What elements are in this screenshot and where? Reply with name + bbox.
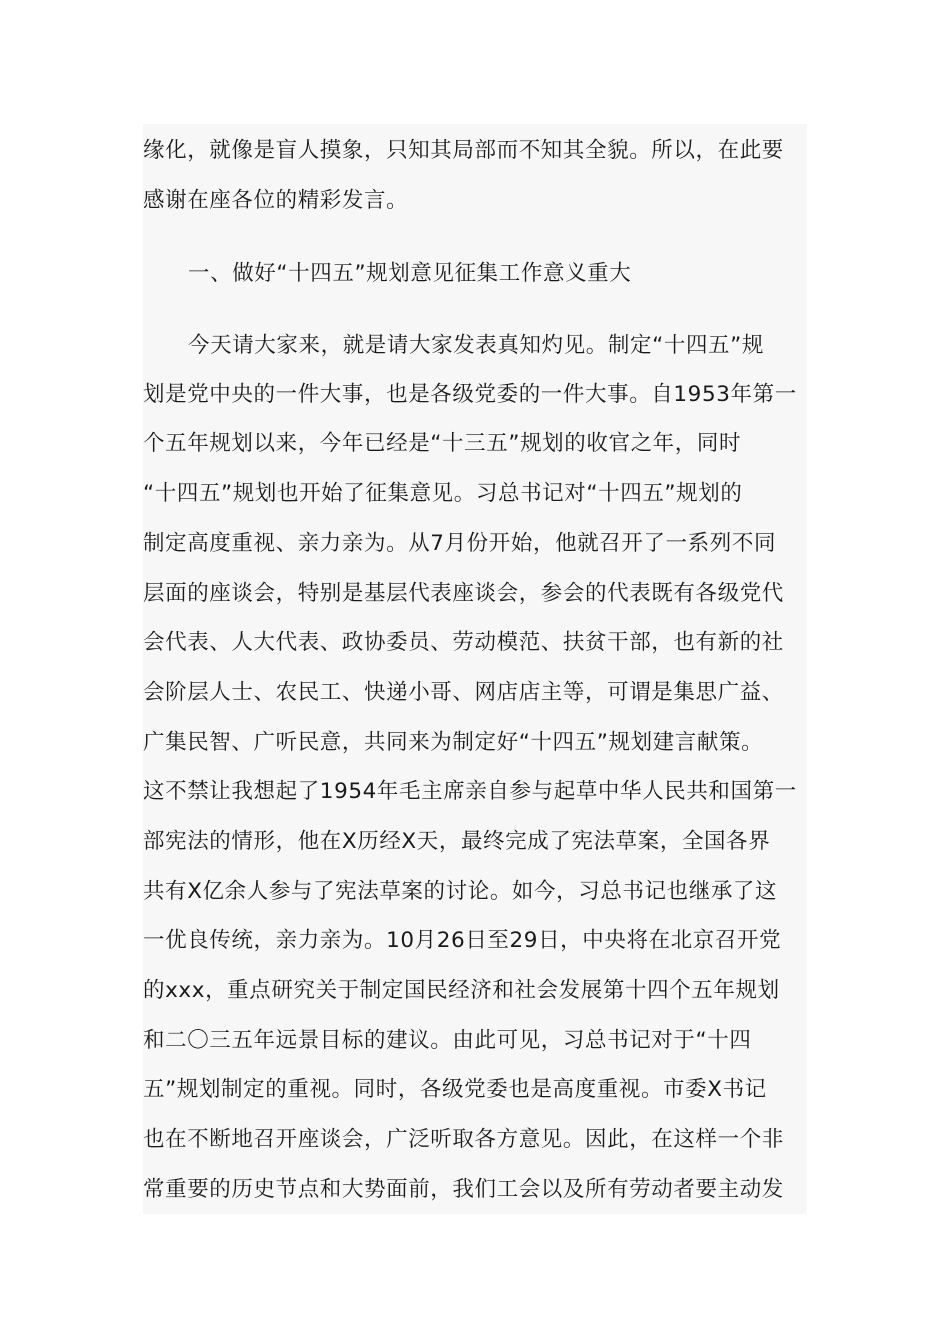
text-line: 部宪法的情形，他在X历经X天，最终完成了宪法草案，全国各界 [143, 829, 771, 854]
text-line: 一优良传统，亲力亲为。10月26日至29日，中央将在北京召开党 [143, 928, 782, 953]
text-line: 会阶层人士、农民工、快递小哥、网店店主等，可谓是集思广益、 [143, 680, 784, 705]
text-line: 也在不断地召开座谈会，广泛听取各方意见。因此，在这样一个非 [143, 1127, 784, 1152]
section-heading: 一、做好“十四五”规划意见征集工作意义重大 [188, 261, 632, 286]
text-line: 这不禁让我想起了1954年毛主席亲自参与起草中华人民共和国第一 [143, 779, 797, 804]
text-line: 划是党中央的一件大事，也是各级党委的一件大事。自1953年第一 [143, 382, 797, 407]
text-line: 感谢在座各位的精彩发言。 [143, 188, 409, 213]
text-line: 广集民智、广听民意，共同来为制定好“十四五”规划建言献策。 [143, 730, 764, 755]
text-line: 个五年规划以来，今年已经是“十三五”规划的收官之年，同时 [143, 431, 742, 456]
text-line: “十四五”规划也开始了征集意见。习总书记对“十四五”规划的 [143, 481, 743, 506]
text-line: 常重要的历史节点和大势面前，我们工会以及所有劳动者要主动发 [143, 1177, 784, 1202]
text-line: 的xxx，重点研究关于制定国民经济和社会发展第十四个五年规划 [143, 978, 780, 1003]
text-line: 制定高度重视、亲力亲为。从7月份开始，他就召开了一系列不同 [143, 531, 777, 556]
text-line: 共有X亿余人参与了宪法草案的讨论。如今，习总书记也继承了这 [143, 879, 778, 904]
text-line: 五”规划制定的重视。同时，各级党委也是高度重视。市委X书记 [143, 1077, 767, 1102]
text-line: 会代表、人大代表、政协委员、劳动模范、扶贫干部，也有新的社 [143, 630, 784, 655]
text-line: 缘化，就像是盲人摸象，只知其局部而不知其全貌。所以，在此要 [143, 138, 784, 163]
text-line: 和二〇三五年远景目标的建议。由此可见，习总书记对于“十四 [143, 1028, 752, 1053]
text-line: 层面的座谈会，特别是基层代表座谈会，参会的代表既有各级党代 [143, 581, 784, 606]
text-line: 今天请大家来，就是请大家发表真知灼见。制定“十四五”规 [188, 333, 764, 358]
